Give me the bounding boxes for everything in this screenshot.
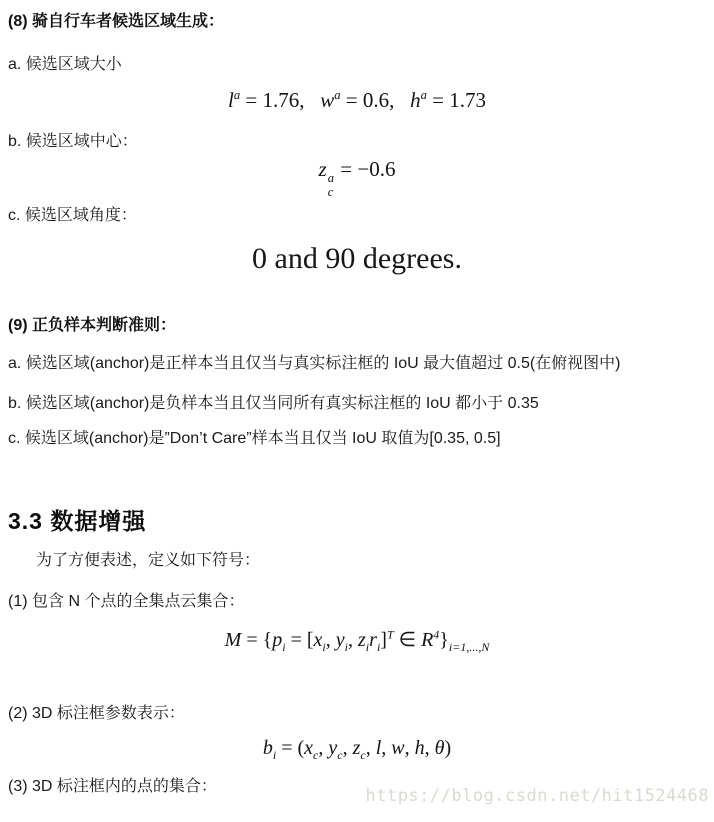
formula-anchor-center: z a c = −0.6	[318, 157, 396, 200]
blog-watermark: https://blog.csdn.net/hit1524468	[365, 786, 709, 806]
formula-anchor-size: $l^a = 1.76$, $w^a = 0.6$, $h^a = 1.73$	[227, 88, 487, 112]
section-9-item-a: a. 候选区域(anchor)是正样本当且仅当与真实标注框的 IoU 最大值超过 0.5(在俯视图中)	[8, 355, 621, 372]
section-3-3-item-1: (1) 包含 N 个点的全集点云集合：	[8, 593, 245, 610]
section-3-3-item-2: (2) 3D 标注框参数表示：	[8, 705, 185, 722]
section-8-item-c: c. 候选区域角度：	[8, 207, 137, 224]
anchor-angle-text: 0 and 90 degrees.	[252, 242, 462, 275]
section-8-item-b: b. 候选区域中心：	[8, 133, 138, 150]
section-9-item-b: b. 候选区域(anchor)是负样本当且仅当同所有真实标注框的 IoU 都小于 0.35	[8, 395, 539, 412]
section-9-item-c: c. 候选区域(anchor)是”Don’t Care”样本当且仅当 IoU 取值为[0.35, 0.5]	[8, 430, 501, 447]
section-3-3-heading: 3.3 数据增强	[8, 508, 147, 534]
section-8-heading: (8) 骑自行车者候选区域生成：	[8, 13, 225, 30]
formula-pointcloud-set: $M = \{p_i = [x_i$, $y_i$, $z_ir_i]^T$ ∈ $R^4\}_{i=1,...,N}$	[224, 627, 490, 654]
section-3-3-intro: 为了方便表述，定义如下符号：	[36, 552, 261, 569]
section-9-heading: (9) 正负样本判断准则：	[8, 317, 177, 334]
formula-box-params: $b_i = (x_c$, $y_c$, $z_c$, l, w, h, θ)	[262, 737, 452, 762]
section-3-3-item-3: (3) 3D 标注框内的点的集合：	[8, 778, 217, 795]
section-8-item-a: a. 候选区域大小	[8, 56, 122, 73]
